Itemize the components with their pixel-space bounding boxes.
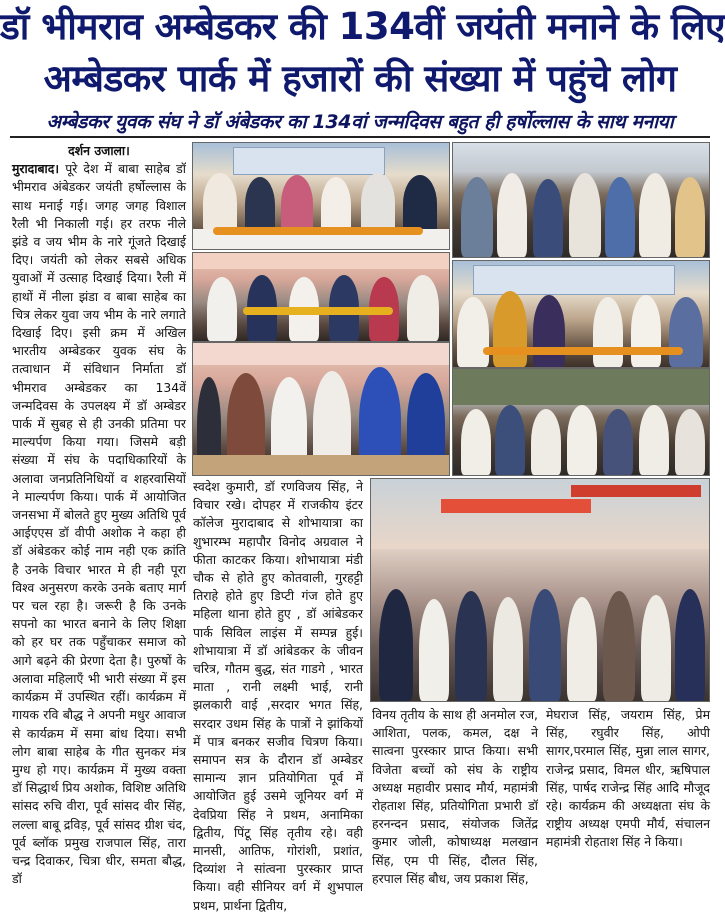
headline-line-1: डॉ भीमराव अम्बेडकर की 134वीं जयंती मनाने के लिए xyxy=(0,5,725,48)
photo-women-group xyxy=(452,142,710,258)
column-4-text: मेघराज सिंह, जयराम सिंह, प्रेम सिंह, रघुवीर सिंह, ओपी सागर,परमाल सिंह, मुन्ना लाल सागर, राजेन्द्र प्रसाद, विमल धीर, ऋषिपाल सिंह, पार्षद राजेन्द्र सिंह आदि मौजूद रहे। कार्यक्रम की अध्यक्षता संघ के राष्ट्रीय अध्यक्ष एमपी मौर्य, संचालन महामंत्री रोहताश सिंह ने किया। xyxy=(546,707,710,850)
subheadline: अम्बेडकर युवक संघ ने डॉ अंबेडकर का 134वां जन्मदिवस बहुत ही हर्षोल्लास के साथ मनाया xyxy=(46,111,674,133)
dateline: मुरादाबाद। xyxy=(12,161,60,177)
article-column-2 xyxy=(193,478,363,913)
column-3-text: विनय तृतीय के साथ ही अनमोल रज, आशिता, पलक, कमल, दक्ष ने सात्वना पुरस्कार प्राप्त किया। सभी विजेता बच्चों को संघ के राष्ट्रीय अध्यक्ष महावीर प्रसाद मौर्य, महामंत्री रोहताश सिंह, प्रतियोगिता प्रभारी डॉ हरनन्दन प्रसाद, संयोजक जितेंद्र कुमार जोली, कोषाध्यक्ष मलखान सिंह, एम पी सिंह, दौलत सिंह, हरपाल सिंह बौध, जय प्रकाश सिंह, xyxy=(372,707,538,886)
byline: दर्शन उजाला। xyxy=(68,143,130,158)
photo-felicitation xyxy=(452,260,710,368)
photo-crowd-flags xyxy=(452,368,710,476)
article-column-3 xyxy=(372,706,538,886)
article-column-1 xyxy=(12,142,186,887)
column-2-text: स्वदेश कुमारी, डॉ रणविजय सिंह, ने विचार रखे। दोपहर में राजकीय इंटर कॉलेज मुरादाबाद से शोभायात्रा का शुभारम्भ महापौर विनोद अग्रवाल ने फीता काटकर किया। शोभायात्रा मंडी चौक से होते हुए कोतवाली, गुरहट्टी तिराहे होते हुए डिप्टी गंज होते हुए महिला थाना होते हुए , डॉ आंबेडकर पार्क सिविल लाइंस में सम्पन्न हुई। शोभायात्रा में डॉ आंबेडकर के जीवन चरित्र, गौतम बुद्ध, संत गाडगे , भारत माता , रानी लक्ष्मी भाई, रानी झलकारी वाई ,सरदार भगत सिंह, सरदार उधम सिंह के पात्रों ने झांकियों में पात्र बनकर सजीव चित्रण किया। समापन सत्र के दौरान डॉ अम्बेडर सामान्य ज्ञान प्रतियोगिता पूर्व में आयोजित हुई उसमे जूनियर वर्ग में देवप्रिया सिंह ने प्रथम, अनामिका द्वितीय, पिंटू सिंह तृतीय रहे। वही मानसी, आतिफ, गोरांशी, प्रशांत, दिव्यांश ने सांत्वना पुरस्कार प्राप्त किया। वही सीनियर वर्ग में शुभपाल प्रथम, प्रार्थना द्वितीय, xyxy=(193,479,363,913)
photo-procession xyxy=(370,478,710,702)
photo-garlanding xyxy=(192,252,450,342)
photo-stage-dignitaries xyxy=(192,142,450,250)
photo-trophy-presentation xyxy=(192,342,450,476)
headline-line-2: अम्बेडकर पार्क में हजारों की संख्या में पहुंचे लोग xyxy=(43,57,677,100)
header-rule xyxy=(10,136,710,138)
column-1-text: पूरे देश में बाबा साहेब डॉ भीमराव अंबेडकर जयंती हर्षोल्लास के साथ मनाई गई। जगह जगह विशाल रैली भी निकाली गई। हर तरफ नीले झंडे व जय भीम के नारे गूंजते दिखाई दिए। जयंती को लेकर सबसे अधिक युवाओं में उत्साह दिखाई दिया। रैली में हाथों में नीला झंडा व बाबा साहेब का चित्र लेकर युवा जय भीम के नारे लगाते दिखाई दिए। इसी क्रम में अखिल भारतीय अम्बेडकर युवक संघ के तत्वाधान में संविधान निर्माता डॉ भीमराव अम्बेडकर का 134वें जन्मदिवस के उपलक्ष्य में डॉ अम्बेडर पार्क में सुबह से ही उनकी प्रतिमा पर माल्यर्पण किया गया। जिसमे बड़ी संख्या में संघ के पदाधिकारियों के अलावा जनप्रतिनिधियों व शहरवासियों ने माल्यर्पण किया। पार्क में आयोजित जनसभा में बोलते हुए मुख्य अतिथि पूर्व आईएएस डॉ वीपी अशोक ने कहा ही डॉ अंबेडकर कोई नाम नही एक क्रांति है उनके विचार भारत मे ही नही पूरा विश्व अनुसरण करके उनके बताए मार्ग पर चल रहा है। जरूरी है कि उनके सपनो का भारत बनाने के लिए शिक्षा को हर घर तक पहुँचाकर समाज को आगे बढ़ने की प्रेरणा देता है। पुरुषों के अलावा महिलाएँ भी भारी संख्या में इस कार्यक्रम में उपस्थित रहीं। कार्यक्रम में गायक रवि बौद्ध ने अपनी मधुर आवाज से कार्यक्रम में समा बांध दिया। सभी लोग बाबा साहेब के गीत सुनकर मंत्र मुग्ध हो गए। कार्यक्रम में मुख्य वक्ता डॉ सिद्धार्थ प्रिय अशोक, विशिष्ट अतिथि सांसद रुचि वीरा, पूर्व सांसद वीर सिंह, लल्ला बाबू द्रविड़, पूर्व सांसद ग्रीश चंद, पूर्व ब्लॉक प्रमुख राजपाल सिंह, तारा चन्द्र दिवाकर, चित्रा धीर, समता बौद्ध, डॉ xyxy=(12,161,186,887)
article-column-4 xyxy=(546,706,710,882)
